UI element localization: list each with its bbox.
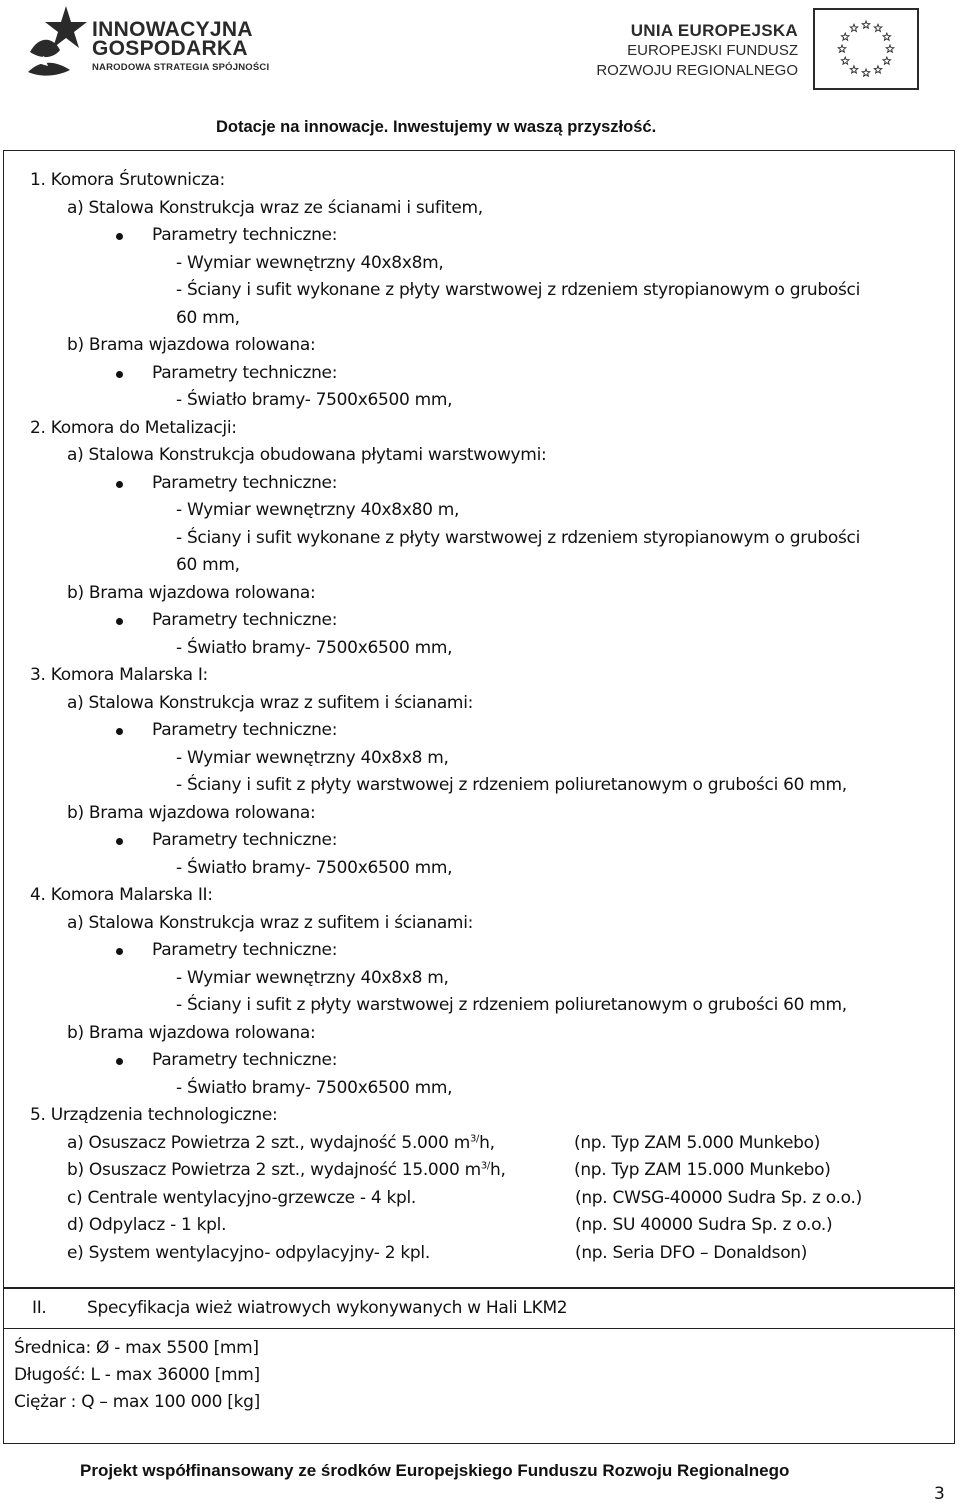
k2-title: 2. Komora do Metalizacji: [30,418,237,438]
k3-title: 3. Komora Malarska I: [30,665,208,685]
k4-params-a: Parametry techniczne: [152,940,338,960]
bullet-icon [116,481,123,488]
eu-star-icon [886,45,894,52]
k2-dimension: - Wymiar wewnętrzny 40x8x80 m, [176,500,460,520]
unit-suffix: h, [490,1160,506,1180]
k3-item-a: a) Stalowa Konstrukcja wraz z sufitem i ścianami: [67,693,474,713]
k1-item-a: a) Stalowa Konstrukcja wraz ze ścianami i sufitem, [67,198,483,218]
section-2-divider [4,1328,954,1329]
k4-item-a: a) Stalowa Konstrukcja wraz z sufitem i ścianami: [67,913,474,933]
k3-gate-size: - Światło bramy- 7500x6500 mm, [176,858,453,878]
k2-walls-cont: 60 mm, [176,555,240,575]
k4-title: 4. Komora Malarska II: [30,885,213,905]
k2-gate-size: - Światło bramy- 7500x6500 mm, [176,638,453,658]
k2-walls: - Ściany i sufit wykonane z płyty warstwowej z rdzeniem styropianowym o grubości [176,528,861,548]
logo-right-line1: UNIA EUROPEJSKA [630,21,798,40]
equipment-item [67,1188,416,1208]
bullet-icon [116,233,123,240]
bullet-icon [116,948,123,955]
equipment-name: d) Odpylacz - 1 kpl. [67,1215,227,1235]
equipment-item [67,1243,430,1263]
k2-item-a: a) Stalowa Konstrukcja obudowana płytami warstwowymi: [67,445,547,465]
logo-left-line3: NARODOWA STRATEGIA SPÓJNOŚCI [92,62,270,73]
eu-flag-icon [813,8,919,90]
k4-gate-size: - Światło bramy- 7500x6500 mm, [176,1078,453,1098]
footer-text: Projekt współfinansowany ze środków Europejskiego Funduszu Rozwoju Regionalnego [80,1461,790,1480]
k3-params-a: Parametry techniczne: [152,720,338,740]
eu-star-icon [838,45,846,52]
equipment-item [67,1160,506,1180]
logo-left-line2: GOSPODARKA [92,37,248,60]
equipment-item [67,1133,495,1153]
k2-params-b: Parametry techniczne: [152,610,338,630]
logo-left-line1: INNOWACYJNA [92,18,253,41]
k1-item-b: b) Brama wjazdowa rolowana: [67,335,316,355]
eu-star-icon [883,57,891,64]
eu-star-icon [883,33,891,40]
equipment-name: c) Centrale wentylacyjno-grzewcze - 4 kpl. [67,1188,417,1208]
section-2-title: Specyfikacja wież wiatrowych wykonywanych w Hali LKM2 [87,1298,568,1318]
eu-star-icon [850,66,858,73]
k1-walls-cont: 60 mm, [176,308,240,328]
bullet-icon [116,618,123,625]
logo-right-line2: EUROPEJSKI FUNDUSZ [627,42,798,59]
k1-walls: - Ściany i sufit wykonane z płyty warstwowej z rdzeniem styropianowym o grubości [176,280,861,300]
logo-right-line3: ROZWOJU REGIONALNEGO [596,62,798,79]
eu-star-icon [874,24,882,31]
spec-row-length: Długość: L - max 36000 [mm] [14,1365,260,1385]
k1-title: 1. Komora Śrutownicza: [30,170,225,190]
bullet-icon [116,728,123,735]
equipment-example: (np. Typ ZAM 5.000 Munkebo) [574,1133,821,1153]
k1-params-b: Parametry techniczne: [152,363,338,383]
k3-params-b: Parametry techniczne: [152,830,338,850]
bullet-icon [116,1058,123,1065]
eu-star-icon [841,57,849,64]
equipment-example: (np. Typ ZAM 15.000 Munkebo) [574,1160,831,1180]
k1-gate-size: - Światło bramy- 7500x6500 mm, [176,390,453,410]
k1-dimension: - Wymiar wewnętrzny 40x8x8m, [176,253,444,273]
innowacyjna-gospodarka-logo [24,4,90,80]
k2-params-a: Parametry techniczne: [152,473,338,493]
eu-star-icon [874,66,882,73]
bullet-icon [116,371,123,378]
page-number: 3 [934,1484,945,1504]
unit-superscript: 3/ [480,1160,490,1172]
unit-suffix: h, [479,1133,495,1153]
tagline: Dotacje na innowacje. Inwestujemy w waszą przyszłość. [216,118,657,136]
eu-star-icon [862,21,870,28]
k4-dimension: - Wymiar wewnętrzny 40x8x8 m, [176,968,449,988]
k5-title: 5. Urządzenia technologiczne: [30,1105,278,1125]
eu-star-icon [862,69,870,76]
section-2-number: II. [32,1298,47,1318]
equipment-example: (np. SU 40000 Sudra Sp. z o.o.) [575,1215,833,1235]
k3-dimension: - Wymiar wewnętrzny 40x8x8 m, [176,748,449,768]
equipment-name: b) Osuszacz Powietrza 2 szt., wydajność 15.000 m [67,1160,481,1180]
k3-walls: - Ściany i sufit z płyty warstwowej z rdzeniem poliuretanowym o grubości 60 mm, [176,775,847,795]
k2-item-b: b) Brama wjazdowa rolowana: [67,583,316,603]
eu-star-icon [841,33,849,40]
bullet-icon [116,838,123,845]
spec-row-diameter: Średnica: Ø - max 5500 [mm] [14,1338,259,1358]
k3-item-b: b) Brama wjazdowa rolowana: [67,803,316,823]
equipment-example: (np. Seria DFO – Donaldson) [575,1243,808,1263]
k4-item-b: b) Brama wjazdowa rolowana: [67,1023,316,1043]
eu-logo-text [596,20,798,81]
equipment-item [67,1215,226,1235]
spec-row-weight: Ciężar : Q – max 100 000 [kg] [14,1392,260,1412]
k4-params-b: Parametry techniczne: [152,1050,338,1070]
k1-params-a: Parametry techniczne: [152,225,338,245]
eu-star-icon [850,24,858,31]
unit-superscript: 3/ [469,1133,480,1145]
equipment-name: a) Osuszacz Powietrza 2 szt., wydajność 5.000 m [67,1133,470,1153]
innowacyjna-gospodarka-text [92,20,269,77]
equipment-example: (np. CWSG-40000 Sudra Sp. z o.o.) [575,1188,862,1208]
k4-walls: - Ściany i sufit z płyty warstwowej z rdzeniem poliuretanowym o grubości 60 mm, [176,995,847,1015]
equipment-name: e) System wentylacyjno- odpylacyjny- 2 kpl. [67,1243,430,1263]
